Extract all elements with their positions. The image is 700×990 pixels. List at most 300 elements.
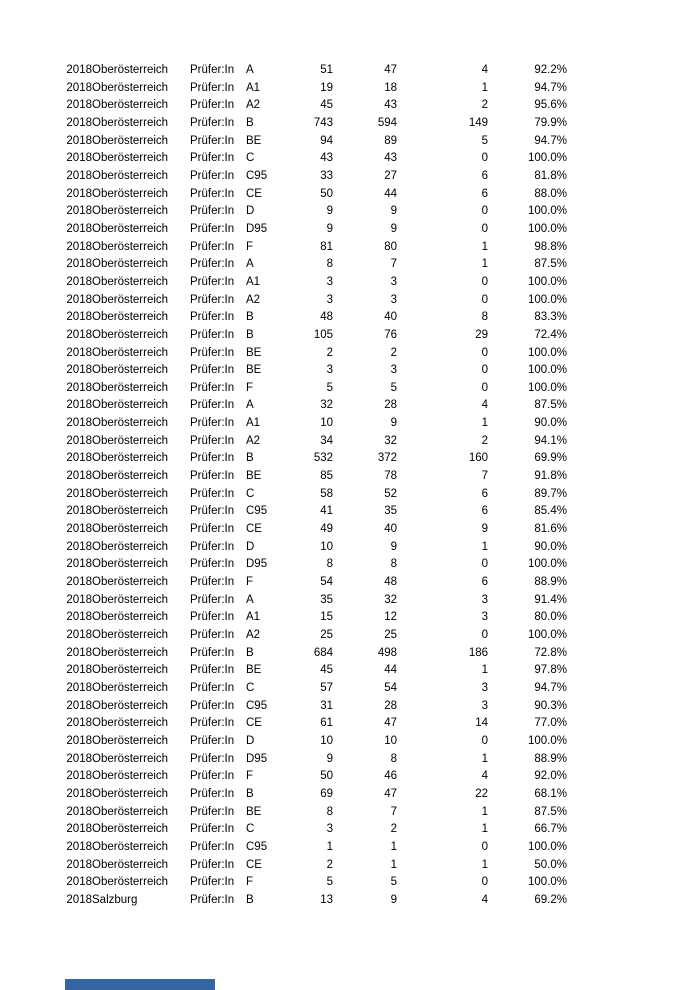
- cell-licence-class[interactable]: D: [246, 205, 255, 218]
- cell-region[interactable]: Oberösterreich: [92, 858, 169, 871]
- cell-failed[interactable]: 160: [468, 452, 488, 465]
- cell-total[interactable]: 69: [320, 787, 333, 800]
- cell-pass-rate[interactable]: 100.0%: [527, 558, 567, 571]
- cell-pass-rate[interactable]: 81.8%: [534, 169, 567, 182]
- cell-region[interactable]: Oberösterreich: [92, 417, 169, 430]
- cell-licence-class[interactable]: A1: [246, 611, 261, 624]
- cell-passed[interactable]: 9: [390, 893, 397, 906]
- cell-region[interactable]: Oberösterreich: [92, 99, 169, 112]
- cell-region[interactable]: Oberösterreich: [92, 558, 169, 571]
- cell-region[interactable]: Oberösterreich: [92, 346, 169, 359]
- cell-failed[interactable]: 1: [481, 258, 488, 271]
- cell-examiner[interactable]: Prüfer:In: [190, 311, 235, 324]
- cell-year[interactable]: 2018: [66, 169, 92, 182]
- cell-pass-rate[interactable]: 88.0%: [534, 187, 567, 200]
- cell-examiner[interactable]: Prüfer:In: [190, 116, 235, 129]
- cell-pass-rate[interactable]: 69.2%: [534, 893, 567, 906]
- cell-year[interactable]: 2018: [66, 222, 92, 235]
- cell-year[interactable]: 2018: [66, 787, 92, 800]
- cell-licence-class[interactable]: D95: [246, 222, 268, 235]
- cell-pass-rate[interactable]: 83.3%: [534, 311, 567, 324]
- cell-region[interactable]: Oberösterreich: [92, 699, 169, 712]
- cell-passed[interactable]: 43: [384, 152, 397, 165]
- cell-total[interactable]: 105: [313, 328, 333, 341]
- cell-failed[interactable]: 3: [481, 699, 488, 712]
- cell-failed[interactable]: 0: [481, 381, 488, 394]
- cell-total[interactable]: 48: [320, 311, 333, 324]
- cell-pass-rate[interactable]: 100.0%: [527, 629, 567, 641]
- cell-failed[interactable]: 14: [475, 717, 488, 730]
- cell-failed[interactable]: 0: [481, 876, 488, 889]
- cell-pass-rate[interactable]: 89.7%: [534, 487, 567, 500]
- cell-licence-class[interactable]: D95: [246, 558, 268, 571]
- cell-passed[interactable]: 47: [384, 717, 397, 730]
- cell-failed[interactable]: 0: [481, 205, 488, 218]
- cell-region[interactable]: Oberösterreich: [92, 134, 169, 147]
- cell-licence-class[interactable]: CE: [246, 523, 262, 536]
- cell-failed[interactable]: 1: [481, 664, 488, 677]
- cell-region[interactable]: Oberösterreich: [92, 116, 169, 129]
- cell-passed[interactable]: 2: [390, 346, 397, 359]
- cell-region[interactable]: Oberösterreich: [92, 646, 169, 659]
- cell-failed[interactable]: 0: [481, 629, 488, 641]
- cell-total[interactable]: 1: [326, 840, 333, 853]
- cell-passed[interactable]: 48: [384, 576, 397, 589]
- cell-examiner[interactable]: Prüfer:In: [190, 81, 235, 94]
- cell-licence-class[interactable]: C95: [246, 505, 268, 518]
- cell-failed[interactable]: 5: [481, 134, 488, 147]
- cell-total[interactable]: 32: [320, 399, 333, 412]
- cell-total[interactable]: 57: [320, 681, 333, 694]
- cell-pass-rate[interactable]: 98.8%: [534, 240, 567, 253]
- cell-passed[interactable]: 7: [390, 258, 397, 271]
- cell-examiner[interactable]: Prüfer:In: [190, 876, 235, 889]
- cell-year[interactable]: 2018: [66, 275, 92, 288]
- cell-year[interactable]: 2018: [66, 893, 92, 906]
- cell-region[interactable]: Oberösterreich: [92, 258, 169, 271]
- cell-passed[interactable]: 54: [384, 681, 397, 694]
- cell-total[interactable]: 9: [326, 222, 333, 235]
- cell-region[interactable]: Oberösterreich: [92, 576, 169, 589]
- cell-failed[interactable]: 4: [481, 399, 488, 412]
- cell-licence-class[interactable]: C: [246, 152, 255, 165]
- cell-passed[interactable]: 3: [390, 364, 397, 377]
- cell-failed[interactable]: 8: [481, 311, 488, 324]
- cell-licence-class[interactable]: A: [246, 64, 254, 76]
- cell-pass-rate[interactable]: 90.0%: [534, 417, 567, 430]
- cell-pass-rate[interactable]: 100.0%: [527, 364, 567, 377]
- cell-passed[interactable]: 28: [384, 699, 397, 712]
- cell-year[interactable]: 2018: [66, 823, 92, 836]
- cell-region[interactable]: Oberösterreich: [92, 523, 169, 536]
- cell-examiner[interactable]: Prüfer:In: [190, 505, 235, 518]
- cell-region[interactable]: Oberösterreich: [92, 487, 169, 500]
- cell-examiner[interactable]: Prüfer:In: [190, 399, 235, 412]
- cell-region[interactable]: Oberösterreich: [92, 734, 169, 747]
- cell-year[interactable]: 2018: [66, 364, 92, 377]
- cell-total[interactable]: 50: [320, 187, 333, 200]
- cell-examiner[interactable]: Prüfer:In: [190, 646, 235, 659]
- cell-region[interactable]: Oberösterreich: [92, 187, 169, 200]
- cell-region[interactable]: Oberösterreich: [92, 805, 169, 818]
- cell-passed[interactable]: 9: [390, 222, 397, 235]
- cell-failed[interactable]: 2: [481, 99, 488, 112]
- cell-region[interactable]: Oberösterreich: [92, 293, 169, 306]
- cell-pass-rate[interactable]: 88.9%: [534, 752, 567, 765]
- cell-passed[interactable]: 40: [384, 523, 397, 536]
- cell-failed[interactable]: 0: [481, 558, 488, 571]
- cell-failed[interactable]: 186: [468, 646, 488, 659]
- cell-total[interactable]: 58: [320, 487, 333, 500]
- cell-examiner[interactable]: Prüfer:In: [190, 787, 235, 800]
- cell-failed[interactable]: 149: [468, 116, 488, 129]
- cell-year[interactable]: 2018: [66, 576, 92, 589]
- cell-year[interactable]: 2018: [66, 805, 92, 818]
- cell-failed[interactable]: 0: [481, 293, 488, 306]
- cell-licence-class[interactable]: D: [246, 540, 255, 553]
- cell-failed[interactable]: 0: [481, 346, 488, 359]
- cell-total[interactable]: 34: [320, 434, 333, 447]
- cell-year[interactable]: 2018: [66, 593, 92, 606]
- cell-failed[interactable]: 1: [481, 81, 488, 94]
- cell-pass-rate[interactable]: 77.0%: [534, 717, 567, 730]
- cell-pass-rate[interactable]: 88.9%: [534, 576, 567, 589]
- cell-examiner[interactable]: Prüfer:In: [190, 664, 235, 677]
- cell-examiner[interactable]: Prüfer:In: [190, 540, 235, 553]
- cell-licence-class[interactable]: BE: [246, 805, 262, 818]
- cell-licence-class[interactable]: D: [246, 734, 255, 747]
- cell-year[interactable]: 2018: [66, 328, 92, 341]
- cell-total[interactable]: 45: [320, 664, 333, 677]
- cell-licence-class[interactable]: B: [246, 893, 254, 906]
- cell-passed[interactable]: 47: [384, 64, 397, 76]
- cell-year[interactable]: 2018: [66, 734, 92, 747]
- cell-pass-rate[interactable]: 100.0%: [527, 381, 567, 394]
- cell-failed[interactable]: 29: [475, 328, 488, 341]
- cell-failed[interactable]: 7: [481, 470, 488, 483]
- cell-total[interactable]: 61: [320, 717, 333, 730]
- cell-total[interactable]: 54: [320, 576, 333, 589]
- cell-year[interactable]: 2018: [66, 81, 92, 94]
- cell-passed[interactable]: 44: [384, 664, 397, 677]
- cell-region[interactable]: Salzburg: [92, 893, 138, 906]
- cell-region[interactable]: Oberösterreich: [92, 452, 169, 465]
- cell-year[interactable]: 2018: [66, 134, 92, 147]
- cell-licence-class[interactable]: A2: [246, 629, 261, 641]
- cell-licence-class[interactable]: A1: [246, 275, 261, 288]
- cell-failed[interactable]: 0: [481, 734, 488, 747]
- cell-passed[interactable]: 32: [384, 593, 397, 606]
- cell-examiner[interactable]: Prüfer:In: [190, 699, 235, 712]
- cell-total[interactable]: 8: [326, 558, 333, 571]
- cell-examiner[interactable]: Prüfer:In: [190, 64, 235, 76]
- cell-passed[interactable]: 47: [384, 787, 397, 800]
- cell-examiner[interactable]: Prüfer:In: [190, 858, 235, 871]
- horizontal-scrollbar-thumb[interactable]: [65, 979, 215, 990]
- cell-examiner[interactable]: Prüfer:In: [190, 434, 235, 447]
- cell-region[interactable]: Oberösterreich: [92, 399, 169, 412]
- cell-examiner[interactable]: Prüfer:In: [190, 99, 235, 112]
- cell-failed[interactable]: 1: [481, 752, 488, 765]
- cell-region[interactable]: Oberösterreich: [92, 64, 169, 76]
- cell-licence-class[interactable]: CE: [246, 858, 262, 871]
- cell-region[interactable]: Oberösterreich: [92, 205, 169, 218]
- cell-year[interactable]: 2018: [66, 205, 92, 218]
- cell-region[interactable]: Oberösterreich: [92, 752, 169, 765]
- cell-total[interactable]: 9: [326, 752, 333, 765]
- cell-examiner[interactable]: Prüfer:In: [190, 364, 235, 377]
- cell-region[interactable]: Oberösterreich: [92, 787, 169, 800]
- cell-examiner[interactable]: Prüfer:In: [190, 840, 235, 853]
- cell-passed[interactable]: 52: [384, 487, 397, 500]
- cell-pass-rate[interactable]: 81.6%: [534, 523, 567, 536]
- cell-pass-rate[interactable]: 68.1%: [534, 787, 567, 800]
- cell-licence-class[interactable]: A1: [246, 417, 261, 430]
- cell-region[interactable]: Oberösterreich: [92, 222, 169, 235]
- cell-pass-rate[interactable]: 94.7%: [534, 134, 567, 147]
- cell-year[interactable]: 2018: [66, 64, 92, 76]
- cell-year[interactable]: 2018: [66, 523, 92, 536]
- cell-licence-class[interactable]: BE: [246, 134, 262, 147]
- cell-passed[interactable]: 44: [384, 187, 397, 200]
- cell-region[interactable]: Oberösterreich: [92, 593, 169, 606]
- cell-region[interactable]: Oberösterreich: [92, 328, 169, 341]
- cell-licence-class[interactable]: B: [246, 452, 254, 465]
- cell-year[interactable]: 2018: [66, 240, 92, 253]
- cell-year[interactable]: 2018: [66, 434, 92, 447]
- cell-pass-rate[interactable]: 90.0%: [534, 540, 567, 553]
- cell-year[interactable]: 2018: [66, 417, 92, 430]
- cell-passed[interactable]: 89: [384, 134, 397, 147]
- cell-passed[interactable]: 46: [384, 770, 397, 783]
- cell-passed[interactable]: 9: [390, 417, 397, 430]
- cell-year[interactable]: 2018: [66, 629, 92, 641]
- cell-failed[interactable]: 3: [481, 681, 488, 694]
- cell-passed[interactable]: 80: [384, 240, 397, 253]
- cell-region[interactable]: Oberösterreich: [92, 876, 169, 889]
- cell-pass-rate[interactable]: 91.4%: [534, 593, 567, 606]
- cell-year[interactable]: 2018: [66, 611, 92, 624]
- cell-pass-rate[interactable]: 79.9%: [534, 116, 567, 129]
- cell-examiner[interactable]: Prüfer:In: [190, 823, 235, 836]
- cell-pass-rate[interactable]: 50.0%: [534, 858, 567, 871]
- cell-total[interactable]: 3: [326, 293, 333, 306]
- cell-total[interactable]: 41: [320, 505, 333, 518]
- cell-passed[interactable]: 3: [390, 293, 397, 306]
- cell-region[interactable]: Oberösterreich: [92, 629, 169, 641]
- cell-failed[interactable]: 6: [481, 505, 488, 518]
- cell-licence-class[interactable]: A2: [246, 99, 261, 112]
- cell-failed[interactable]: 0: [481, 840, 488, 853]
- cell-region[interactable]: Oberösterreich: [92, 611, 169, 624]
- cell-year[interactable]: 2018: [66, 752, 92, 765]
- cell-year[interactable]: 2018: [66, 876, 92, 889]
- cell-passed[interactable]: 78: [384, 470, 397, 483]
- cell-examiner[interactable]: Prüfer:In: [190, 381, 235, 394]
- cell-passed[interactable]: 7: [390, 805, 397, 818]
- cell-pass-rate[interactable]: 87.5%: [534, 805, 567, 818]
- cell-licence-class[interactable]: B: [246, 787, 254, 800]
- cell-year[interactable]: 2018: [66, 470, 92, 483]
- cell-licence-class[interactable]: BE: [246, 364, 262, 377]
- cell-year[interactable]: 2018: [66, 346, 92, 359]
- cell-passed[interactable]: 76: [384, 328, 397, 341]
- cell-year[interactable]: 2018: [66, 99, 92, 112]
- cell-total[interactable]: 43: [320, 152, 333, 165]
- cell-passed[interactable]: 5: [390, 381, 397, 394]
- cell-total[interactable]: 8: [326, 258, 333, 271]
- cell-total[interactable]: 9: [326, 205, 333, 218]
- cell-year[interactable]: 2018: [66, 399, 92, 412]
- cell-passed[interactable]: 28: [384, 399, 397, 412]
- cell-total[interactable]: 33: [320, 169, 333, 182]
- cell-examiner[interactable]: Prüfer:In: [190, 152, 235, 165]
- cell-pass-rate[interactable]: 85.4%: [534, 505, 567, 518]
- cell-total[interactable]: 19: [320, 81, 333, 94]
- cell-failed[interactable]: 0: [481, 275, 488, 288]
- cell-passed[interactable]: 594: [377, 116, 397, 129]
- cell-failed[interactable]: 4: [481, 64, 488, 76]
- cell-total[interactable]: 10: [320, 734, 333, 747]
- cell-year[interactable]: 2018: [66, 487, 92, 500]
- cell-licence-class[interactable]: C: [246, 487, 255, 500]
- cell-licence-class[interactable]: B: [246, 646, 254, 659]
- cell-examiner[interactable]: Prüfer:In: [190, 240, 235, 253]
- cell-total[interactable]: 8: [326, 805, 333, 818]
- cell-total[interactable]: 31: [320, 699, 333, 712]
- cell-licence-class[interactable]: CE: [246, 717, 262, 730]
- cell-examiner[interactable]: Prüfer:In: [190, 611, 235, 624]
- cell-total[interactable]: 10: [320, 540, 333, 553]
- cell-pass-rate[interactable]: 95.6%: [534, 99, 567, 112]
- cell-pass-rate[interactable]: 100.0%: [527, 152, 567, 165]
- cell-total[interactable]: 13: [320, 893, 333, 906]
- cell-examiner[interactable]: Prüfer:In: [190, 593, 235, 606]
- cell-total[interactable]: 743: [313, 116, 333, 129]
- cell-licence-class[interactable]: A: [246, 258, 254, 271]
- cell-examiner[interactable]: Prüfer:In: [190, 134, 235, 147]
- cell-failed[interactable]: 2: [481, 434, 488, 447]
- cell-year[interactable]: 2018: [66, 116, 92, 129]
- cell-year[interactable]: 2018: [66, 311, 92, 324]
- cell-failed[interactable]: 4: [481, 893, 488, 906]
- cell-pass-rate[interactable]: 94.7%: [534, 681, 567, 694]
- cell-year[interactable]: 2018: [66, 258, 92, 271]
- cell-examiner[interactable]: Prüfer:In: [190, 805, 235, 818]
- cell-failed[interactable]: 3: [481, 611, 488, 624]
- cell-examiner[interactable]: Prüfer:In: [190, 576, 235, 589]
- cell-failed[interactable]: 22: [475, 787, 488, 800]
- cell-pass-rate[interactable]: 91.8%: [534, 470, 567, 483]
- cell-licence-class[interactable]: B: [246, 116, 254, 129]
- cell-pass-rate[interactable]: 100.0%: [527, 346, 567, 359]
- cell-passed[interactable]: 18: [384, 81, 397, 94]
- cell-failed[interactable]: 6: [481, 169, 488, 182]
- cell-examiner[interactable]: Prüfer:In: [190, 681, 235, 694]
- cell-year[interactable]: 2018: [66, 664, 92, 677]
- cell-licence-class[interactable]: B: [246, 328, 254, 341]
- cell-examiner[interactable]: Prüfer:In: [190, 258, 235, 271]
- cell-licence-class[interactable]: A2: [246, 293, 261, 306]
- cell-examiner[interactable]: Prüfer:In: [190, 346, 235, 359]
- cell-pass-rate[interactable]: 100.0%: [527, 734, 567, 747]
- cell-examiner[interactable]: Prüfer:In: [190, 222, 235, 235]
- cell-region[interactable]: Oberösterreich: [92, 664, 169, 677]
- cell-region[interactable]: Oberösterreich: [92, 152, 169, 165]
- cell-region[interactable]: Oberösterreich: [92, 470, 169, 483]
- cell-pass-rate[interactable]: 72.4%: [534, 328, 567, 341]
- cell-examiner[interactable]: Prüfer:In: [190, 470, 235, 483]
- cell-licence-class[interactable]: F: [246, 381, 254, 394]
- cell-examiner[interactable]: Prüfer:In: [190, 275, 235, 288]
- cell-examiner[interactable]: Prüfer:In: [190, 629, 235, 641]
- cell-passed[interactable]: 40: [384, 311, 397, 324]
- cell-failed[interactable]: 6: [481, 187, 488, 200]
- cell-region[interactable]: Oberösterreich: [92, 81, 169, 94]
- cell-pass-rate[interactable]: 92.0%: [534, 770, 567, 783]
- cell-failed[interactable]: 6: [481, 576, 488, 589]
- cell-pass-rate[interactable]: 90.3%: [534, 699, 567, 712]
- cell-total[interactable]: 51: [320, 64, 333, 76]
- cell-year[interactable]: 2018: [66, 505, 92, 518]
- cell-passed[interactable]: 2: [390, 823, 397, 836]
- cell-pass-rate[interactable]: 92.2%: [534, 64, 567, 76]
- cell-region[interactable]: Oberösterreich: [92, 681, 169, 694]
- cell-licence-class[interactable]: D95: [246, 752, 268, 765]
- cell-region[interactable]: Oberösterreich: [92, 770, 169, 783]
- cell-total[interactable]: 85: [320, 470, 333, 483]
- cell-year[interactable]: 2018: [66, 717, 92, 730]
- cell-region[interactable]: Oberösterreich: [92, 275, 169, 288]
- cell-licence-class[interactable]: A: [246, 593, 254, 606]
- cell-pass-rate[interactable]: 72.8%: [534, 646, 567, 659]
- cell-region[interactable]: Oberösterreich: [92, 823, 169, 836]
- cell-pass-rate[interactable]: 100.0%: [527, 293, 567, 306]
- cell-total[interactable]: 45: [320, 99, 333, 112]
- cell-passed[interactable]: 9: [390, 205, 397, 218]
- cell-examiner[interactable]: Prüfer:In: [190, 205, 235, 218]
- cell-examiner[interactable]: Prüfer:In: [190, 328, 235, 341]
- cell-year[interactable]: 2018: [66, 293, 92, 306]
- cell-total[interactable]: 532: [313, 452, 333, 465]
- cell-examiner[interactable]: Prüfer:In: [190, 893, 235, 906]
- cell-passed[interactable]: 10: [384, 734, 397, 747]
- cell-passed[interactable]: 35: [384, 505, 397, 518]
- cell-total[interactable]: 3: [326, 364, 333, 377]
- cell-failed[interactable]: 1: [481, 858, 488, 871]
- cell-passed[interactable]: 27: [384, 169, 397, 182]
- cell-examiner[interactable]: Prüfer:In: [190, 734, 235, 747]
- cell-total[interactable]: 2: [326, 346, 333, 359]
- cell-year[interactable]: 2018: [66, 681, 92, 694]
- cell-year[interactable]: 2018: [66, 646, 92, 659]
- cell-region[interactable]: Oberösterreich: [92, 240, 169, 253]
- cell-failed[interactable]: 1: [481, 240, 488, 253]
- cell-failed[interactable]: 0: [481, 222, 488, 235]
- cell-pass-rate[interactable]: 87.5%: [534, 258, 567, 271]
- cell-passed[interactable]: 372: [377, 452, 397, 465]
- cell-licence-class[interactable]: C: [246, 823, 255, 836]
- cell-examiner[interactable]: Prüfer:In: [190, 770, 235, 783]
- cell-failed[interactable]: 1: [481, 805, 488, 818]
- cell-year[interactable]: 2018: [66, 858, 92, 871]
- cell-total[interactable]: 3: [326, 823, 333, 836]
- cell-examiner[interactable]: Prüfer:In: [190, 452, 235, 465]
- cell-total[interactable]: 94: [320, 134, 333, 147]
- cell-pass-rate[interactable]: 69.9%: [534, 452, 567, 465]
- cell-examiner[interactable]: Prüfer:In: [190, 169, 235, 182]
- cell-pass-rate[interactable]: 97.8%: [534, 664, 567, 677]
